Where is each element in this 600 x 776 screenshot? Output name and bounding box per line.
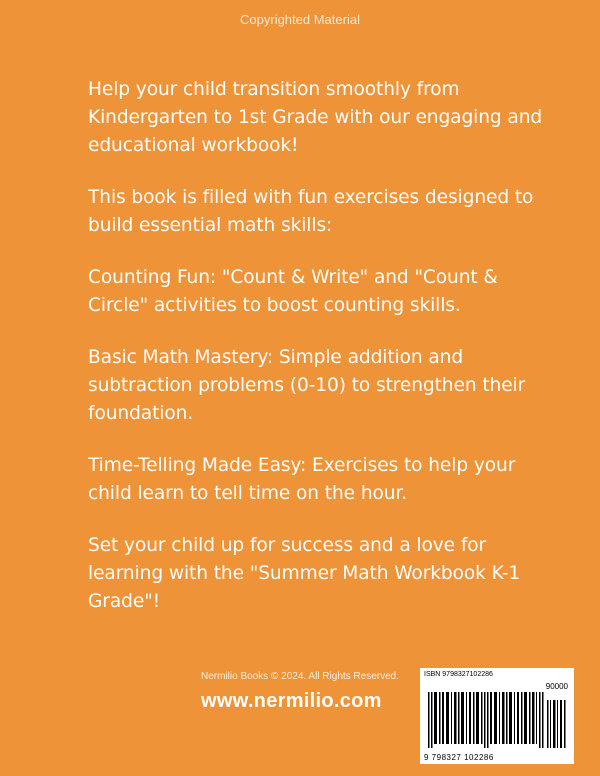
skills-intro-paragraph: This book is filled with fun exercises designed to build essential math skills:	[88, 187, 534, 236]
basic-math-paragraph: Basic Math Mastery: Simple addition and subtraction problems (0-10) to strengthen their foundation.	[88, 347, 526, 424]
isbn-label: ISBN 9798327102286	[424, 671, 493, 678]
copyright-notice: Nermilio Books © 2024. All Rights Reserved.	[201, 671, 400, 682]
watermark-text: Copyrighted Material	[240, 12, 360, 27]
isbn-barcode	[420, 668, 574, 764]
time-telling-paragraph: Time-Telling Made Easy: Exercises to help your child learn to tell time on the hour.	[88, 455, 516, 504]
intro-paragraph: Help your child transition smoothly from Kindergarten to 1st Grade with our engaging and educational workbook!	[88, 79, 543, 156]
counting-fun-paragraph: Counting Fun: "Count & Write" and "Count & Circle" activities to boost counting skills.	[88, 267, 498, 316]
barcode-bars	[426, 680, 568, 750]
back-cover-description	[88, 76, 558, 640]
price-code: 90000	[545, 682, 568, 691]
barcode-digits: 9 798327 102286	[424, 753, 494, 762]
closing-paragraph: Set your child up for success and a love for learning with the "Summer Math Workbook K-1 Grade"!	[88, 535, 521, 612]
website-link[interactable]: www.nermilio.com	[201, 690, 382, 712]
